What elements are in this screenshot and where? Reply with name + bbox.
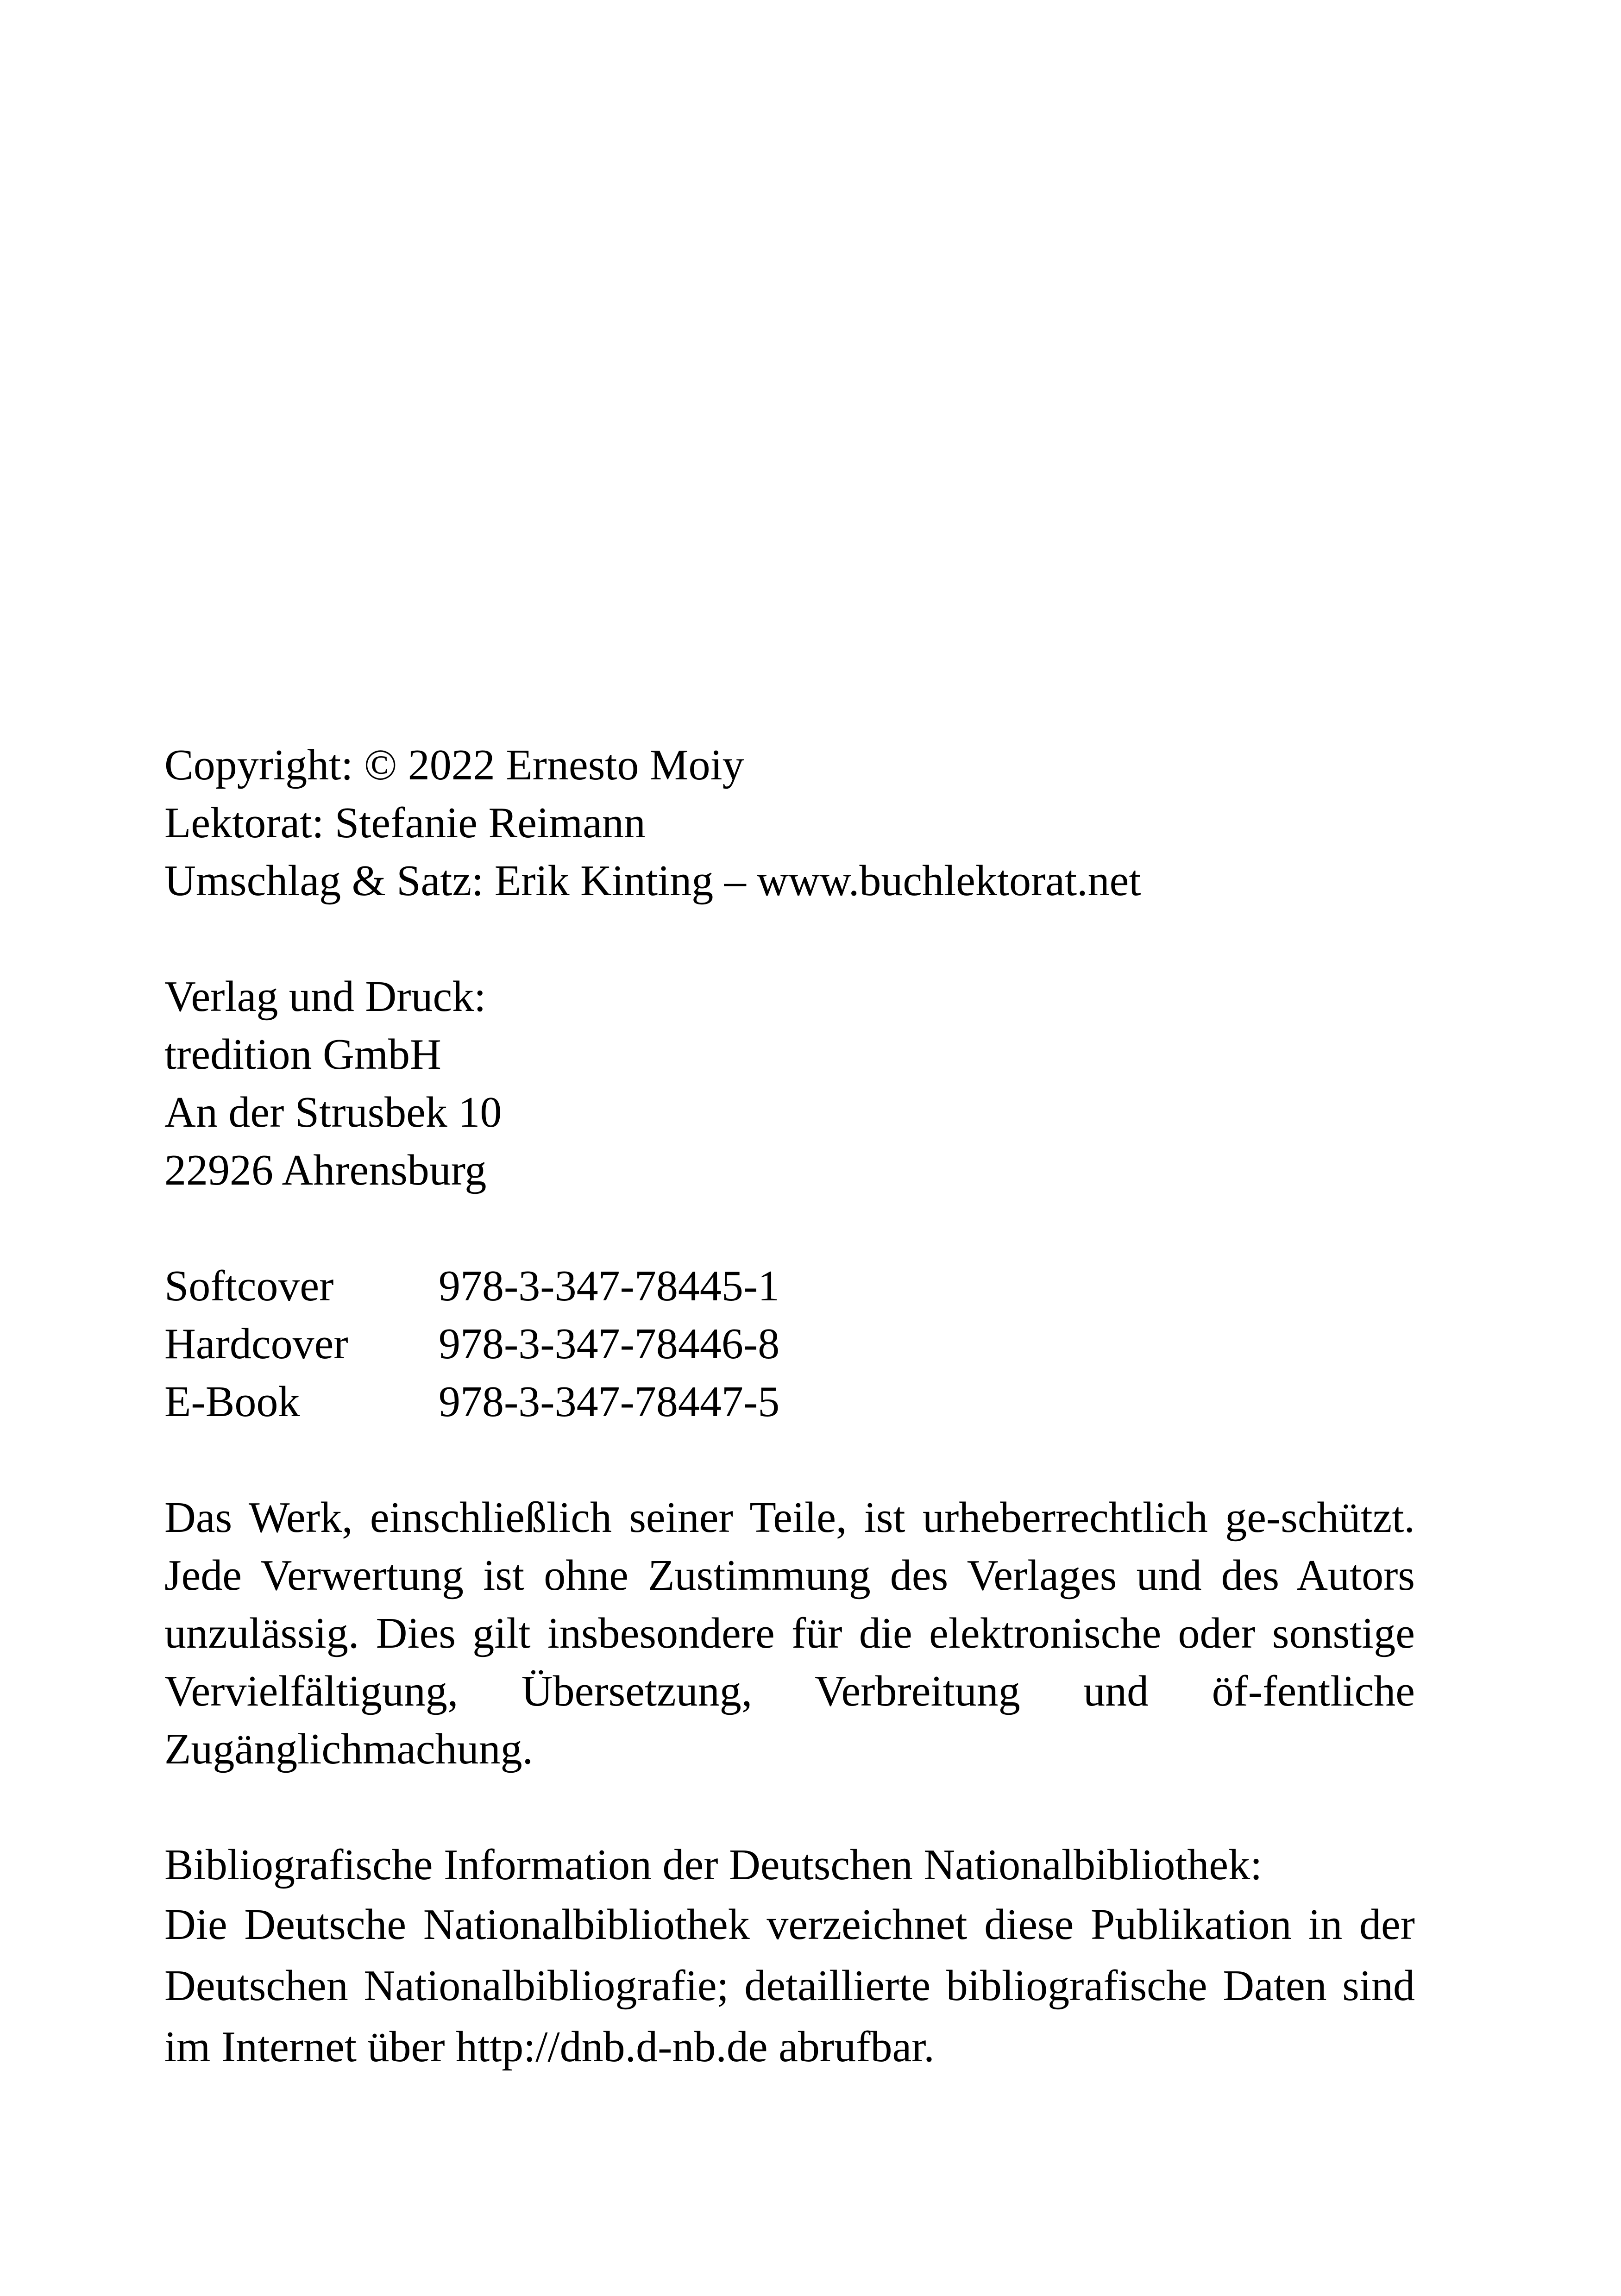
publisher-name: tredition GmbH — [164, 1030, 441, 1079]
isbn-number: 978-3-347-78447-5 — [439, 1378, 780, 1426]
publisher-city: 22926 Ahrensburg — [164, 1146, 487, 1194]
isbn-format-label: Softcover — [164, 1262, 334, 1310]
rights-notice: Das Werk, einschließlich seiner Teile, ist urheberrechtlich ge-schützt. Jede Verwertung ist ohne Zustimmung des Verlages und des Autors unzulässig. Dies gilt insbesondere für die elektronische oder sonstige Vervielfältigung, Übersetzung, Verbreitung und öf-fentliche Zugänglichmachung. — [164, 1493, 1415, 1773]
isbn-format-label: Hardcover — [164, 1320, 348, 1368]
isbn-row-softcover — [164, 1257, 1415, 1315]
spacer — [164, 910, 1415, 968]
spacer — [164, 1199, 1415, 1257]
isbn-row-hardcover — [164, 1315, 1415, 1373]
spacer — [164, 1778, 1415, 1836]
copyright-line: Copyright: © 2022 Ernesto Moiy — [164, 741, 744, 789]
imprint-block — [164, 736, 1415, 2077]
isbn-list — [164, 1257, 1415, 1431]
isbn-number: 978-3-347-78445-1 — [439, 1262, 780, 1310]
isbn-format-label: E-Book — [164, 1378, 300, 1426]
bibliographic-body: Die Deutsche Nationalbibliothek verzeichnet diese Publikation in der Deutschen Nationalbibliografie; detaillierte bibliografische Daten sind im Internet über http://dnb.d-nb.de abrufbar. — [164, 1901, 1415, 2071]
publisher-street: An der Strusbek 10 — [164, 1088, 502, 1136]
editing-credit: Lektorat: Stefanie Reimann — [164, 799, 646, 847]
bibliographic-heading: Bibliografische Information der Deutschen Nationalbibliothek: — [164, 1841, 1263, 1889]
spacer — [164, 1431, 1415, 1489]
isbn-row-ebook — [164, 1373, 1415, 1431]
publisher-heading: Verlag und Druck: — [164, 972, 486, 1021]
isbn-number: 978-3-347-78446-8 — [439, 1320, 780, 1368]
cover-typesetting-credit: Umschlag & Satz: Erik Kinting – www.buchlektorat.net — [164, 857, 1141, 905]
